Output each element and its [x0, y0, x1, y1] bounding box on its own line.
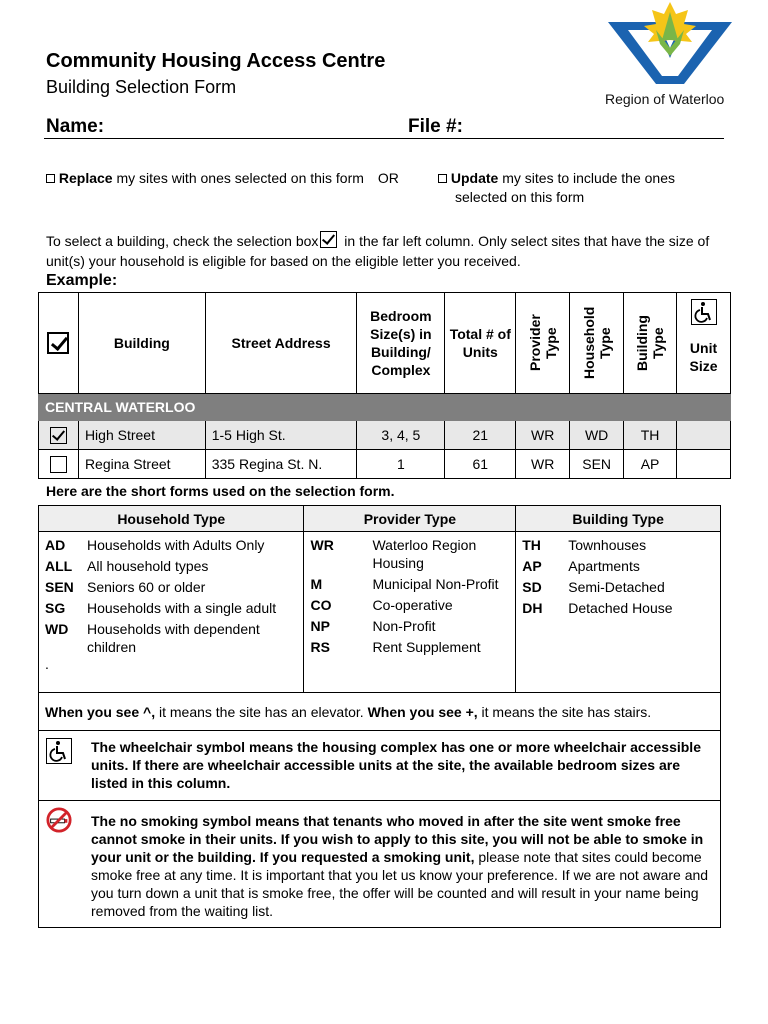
no-smoking-note: [38, 801, 721, 928]
legend-code: TH: [522, 537, 541, 553]
household-trailing: .: [45, 656, 49, 672]
list-item: [310, 638, 509, 656]
stairs-text: it means the site has stairs.: [477, 704, 652, 720]
replace-bold: Replace: [58, 170, 113, 186]
update-text: my sites to include the ones: [498, 170, 675, 186]
example-header-row: [39, 293, 731, 394]
replace-option[interactable]: [46, 170, 399, 186]
example-label: Example:: [46, 272, 118, 289]
unit-size-label: Unit Size: [689, 340, 718, 374]
form-title: Building Selection Form: [46, 77, 237, 97]
building-type-header: [624, 293, 677, 394]
bedroom-header: Bedroom Size(s) in Building/ Complex: [357, 293, 445, 394]
table-row: [39, 450, 731, 479]
table-row: [39, 421, 731, 450]
logo-caption: Region of Waterloo: [605, 91, 725, 107]
list-item: [45, 557, 297, 575]
legend-code: SG: [45, 600, 66, 616]
legend-code: ALL: [45, 558, 73, 574]
household-type-title: Household Type: [39, 506, 304, 532]
replace-text: my sites with ones selected on this form: [112, 170, 364, 186]
smoking-text: please note that sites could become smoke free at any time. It is important that you let us know your preference. If we are not aware and you turn down a unit that is smoke free, the offer will be counted and will result in your name being removed from the waiting list.: [91, 849, 709, 919]
legend-code: DH: [522, 600, 543, 616]
list-item: [45, 620, 297, 656]
provider-cell: WR: [516, 421, 570, 450]
legend-description: Seniors 60 or older: [87, 579, 206, 595]
list-item: [45, 599, 297, 617]
no-smoking-icon: [46, 807, 72, 833]
legend-description: Semi-Detached: [568, 579, 665, 595]
bedroom-cell: 1: [357, 450, 445, 479]
update-checkbox[interactable]: [438, 174, 447, 183]
legend-code: SD: [522, 579, 542, 595]
legend-description: Households with Adults Only: [87, 537, 265, 553]
total-cell: 21: [445, 421, 516, 450]
or-label: OR: [377, 170, 399, 186]
provider-header: [516, 293, 570, 394]
legend-code: CO: [310, 597, 332, 613]
legend-description: Townhouses: [568, 537, 647, 553]
list-item: [522, 578, 714, 596]
legend-description: Households with a single adult: [87, 600, 277, 616]
section-row: [39, 394, 731, 421]
legend-code: RS: [310, 639, 330, 655]
household-cell: WD: [570, 421, 624, 450]
legend-code: AP: [522, 558, 542, 574]
unit-size-cell: [677, 450, 731, 479]
list-item: [522, 557, 714, 575]
update-bold: Update: [450, 170, 499, 186]
building-legend: [516, 532, 721, 693]
household-header: [570, 293, 624, 394]
legend-description: Households with dependent children: [87, 621, 260, 655]
total-header: Total # of Units: [445, 293, 516, 394]
list-item: [310, 536, 509, 572]
legend-header-row: [39, 506, 721, 532]
building-type-title: Building Type: [516, 506, 721, 532]
legend-description: Waterloo Region Housing: [372, 537, 477, 571]
unit-size-header: [677, 293, 731, 394]
stairs-bold: When you see +,: [367, 704, 478, 720]
legend-description: Detached House: [568, 600, 673, 616]
name-underline: [44, 138, 724, 139]
list-item: [310, 596, 509, 614]
wheelchair-icon: [46, 738, 72, 764]
list-item: [522, 536, 714, 554]
example-table: [38, 292, 731, 479]
legend-code: SEN: [45, 579, 74, 595]
replace-checkbox[interactable]: [46, 174, 55, 183]
building-type-cell: AP: [624, 450, 677, 479]
bedroom-cell: 3, 4, 5: [357, 421, 445, 450]
provider-list: [304, 532, 515, 663]
select-header: [39, 293, 79, 394]
checkbox-icon: [320, 231, 337, 248]
provider-header-text: Provider Type: [526, 314, 559, 372]
short-forms-title: Here are the short forms used on the selection form.: [46, 483, 395, 499]
building-cell: High Street: [78, 421, 205, 450]
checkbox-icon: [47, 332, 69, 354]
row-checkbox-cell[interactable]: [39, 450, 79, 479]
building-header: Building: [78, 293, 205, 394]
wheelchair-note: [38, 731, 721, 801]
household-header-text: Household Type: [580, 306, 613, 380]
instructions: [46, 231, 736, 271]
household-legend: [39, 532, 304, 693]
update-text-cont: selected on this form: [455, 189, 585, 205]
wheelchair-text: The wheelchair symbol means the housing complex has one or more wheelchair accessible units. If there are wheelchair accessible units at the site, the available bedroom sizes are listed in this column.: [91, 739, 701, 791]
street-cell: 335 Regina St. N.: [205, 450, 357, 479]
legend-code: AD: [45, 537, 66, 553]
wheelchair-icon: [691, 299, 717, 325]
row-checkbox-cell[interactable]: [39, 421, 79, 450]
name-label: Name:: [46, 116, 105, 137]
legend-description: Co-operative: [372, 597, 453, 613]
legend-code: WD: [45, 621, 69, 637]
building-cell: Regina Street: [78, 450, 205, 479]
household-list: [39, 532, 303, 663]
elevator-stairs-note: [38, 693, 721, 731]
legend-description: Rent Supplement: [372, 639, 481, 655]
list-item: [45, 578, 297, 596]
legend-code: WR: [310, 537, 334, 553]
legend-description: All household types: [87, 558, 209, 574]
street-header: Street Address: [205, 293, 357, 394]
row-checkbox[interactable]: [50, 427, 67, 444]
file-label: File #:: [408, 116, 463, 137]
update-option[interactable]: [438, 170, 675, 186]
elevator-bold: When you see ^,: [45, 704, 156, 720]
building-type-cell: TH: [624, 421, 677, 450]
elevator-text: it means the site has an elevator.: [155, 704, 368, 720]
row-checkbox[interactable]: [50, 456, 67, 473]
list-item: [45, 536, 297, 554]
legend-code: NP: [310, 618, 330, 634]
org-title: Community Housing Access Centre: [46, 50, 386, 72]
section-label: CENTRAL WATERLOO: [39, 394, 731, 421]
instructions-part1: To select a building, check the selection box: [46, 233, 319, 249]
provider-type-title: Provider Type: [304, 506, 516, 532]
legend-description: Non-Profit: [372, 618, 436, 634]
provider-cell: WR: [516, 450, 570, 479]
list-item: [310, 575, 509, 593]
unit-size-cell: [677, 421, 731, 450]
legend-description: Apartments: [568, 558, 640, 574]
legend-description: Municipal Non-Profit: [372, 576, 499, 592]
building-type-header-text: Building Type: [634, 315, 667, 371]
provider-legend: [304, 532, 516, 693]
list-item: [522, 599, 714, 617]
household-cell: SEN: [570, 450, 624, 479]
smoking-bold-text: The no smoking symbol means that tenants who moved in after the site went smoke free cannot smoke in their units. If you wish to apply to this site, you will not be able to smoke in your unit or the building. If you requested a smoking unit,: [91, 813, 704, 865]
legend-code: M: [310, 576, 323, 592]
legend-table: [38, 505, 721, 693]
list-item: [310, 617, 509, 635]
total-cell: 61: [445, 450, 516, 479]
legend-body-row: [39, 532, 721, 693]
building-list: [516, 532, 720, 624]
street-cell: 1-5 High St.: [205, 421, 357, 450]
instructions-part2: in the far left column. Only select sites that have the size of unit(s) your household is eligible for based on the eligible letter you received.: [46, 233, 710, 269]
